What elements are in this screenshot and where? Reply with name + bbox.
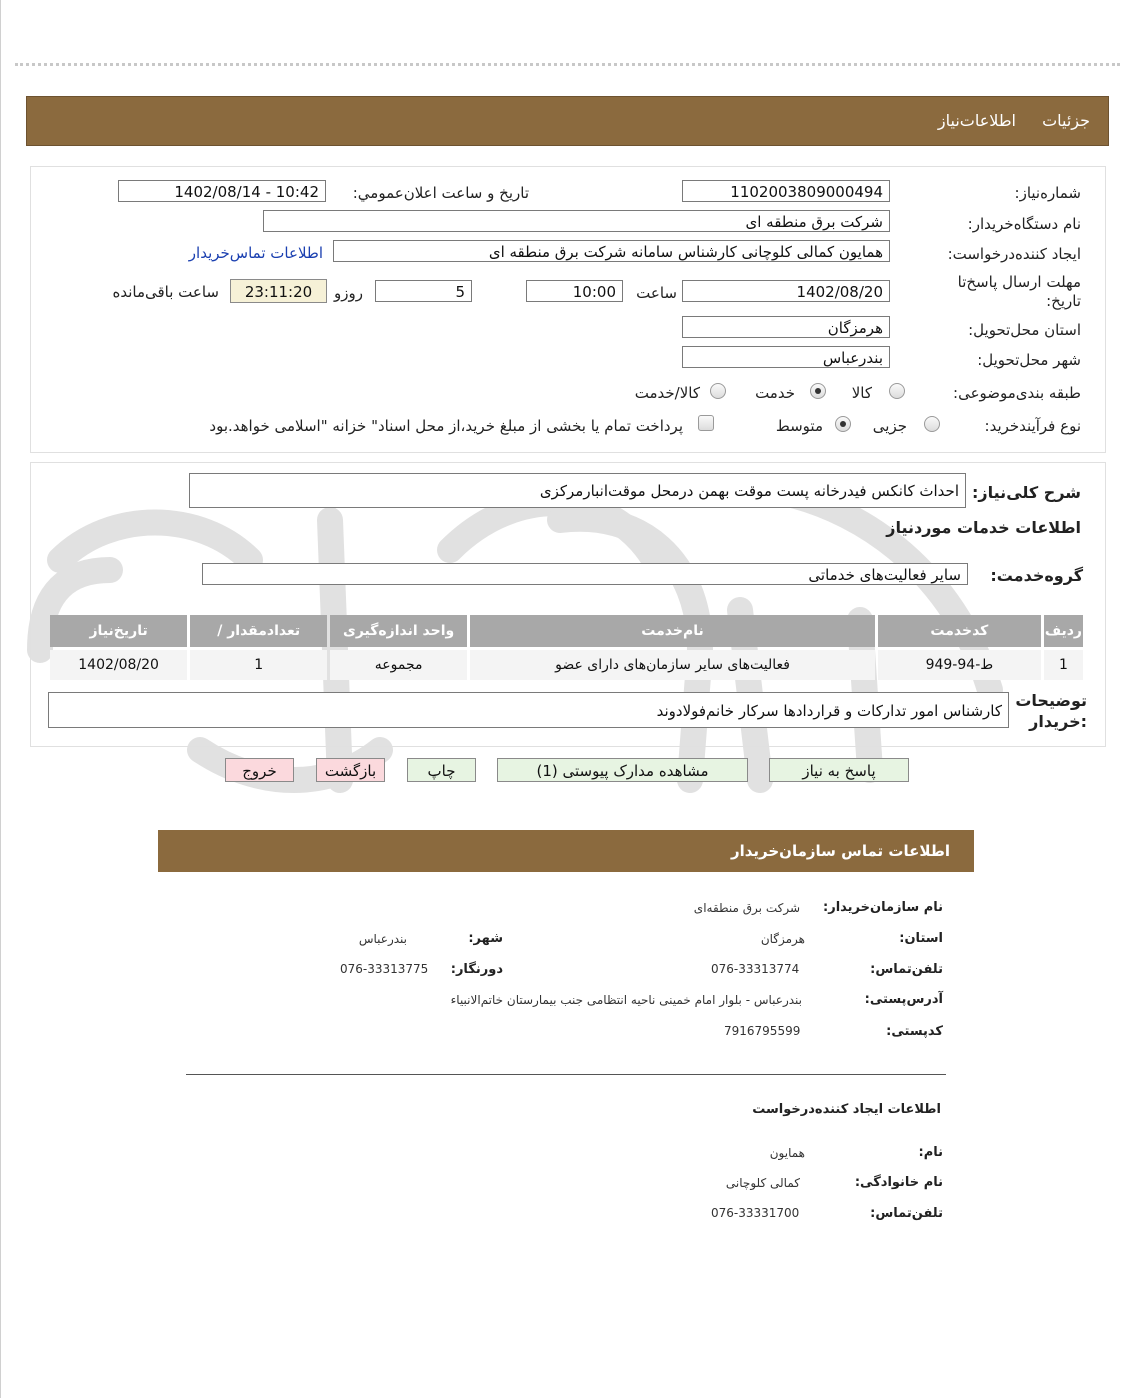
col-unit-header: واحد اندازه‌گیری bbox=[330, 615, 467, 647]
services-section-title: اطلاعات خدمات موردنیاز bbox=[886, 518, 1081, 537]
contact-fax-label: دورنگار: bbox=[450, 962, 503, 977]
need-summary-field: احداث کانکس فیدرخانه پست موقت بهمن درمحل موقت‌انبارمرکزی bbox=[189, 473, 966, 508]
col-row-header: ردیف bbox=[1044, 615, 1083, 647]
process-minor-radio[interactable] bbox=[924, 416, 940, 432]
contact-divider bbox=[186, 1074, 946, 1075]
col-name-header: نام‌خدمت bbox=[470, 615, 875, 647]
contact-phone-label: تلفن‌تماس: bbox=[870, 962, 943, 977]
col-date-header: تاریخ‌نیاز bbox=[50, 615, 187, 647]
announce-datetime-field: 1402/08/14 - 10:42 bbox=[118, 180, 326, 202]
contact-address-label: آدرس‌پستی: bbox=[864, 992, 943, 1007]
process-label: نوع فرآیند‌خرید: bbox=[984, 417, 1081, 435]
cell-service-name: فعالیت‌های سایر سازمان‌های دارای عضو bbox=[470, 650, 875, 680]
contact-city-label: شهر: bbox=[468, 931, 503, 946]
treasury-note: پرداخت تمام یا بخشی از مبلغ خرید،از محل اسناد" خزانه "اسلامی خواهد‌.بود bbox=[209, 417, 683, 435]
days-label: روزو bbox=[334, 284, 363, 302]
cell-unit: مجموعه bbox=[330, 650, 467, 680]
back-button[interactable]: بازگشت bbox=[316, 758, 385, 782]
tab-details[interactable]: جزئیات bbox=[1042, 111, 1090, 130]
contact-postal-label: کدپستی: bbox=[886, 1024, 943, 1039]
creator-phone-label: تلفن‌تماس: bbox=[870, 1206, 943, 1221]
province-field: هرمزگان bbox=[682, 316, 890, 338]
announce-datetime-label: تاریخ و ساعت اعلان‌عمومي: bbox=[352, 184, 529, 202]
creator-field: همایون کمالی کلوچانی کارشناس سامانه شرکت برق منطقه ای bbox=[333, 240, 890, 262]
creator-name-label: نام: bbox=[918, 1145, 943, 1160]
deadline-hour-label: ساعت bbox=[636, 284, 677, 302]
city-label: شهر محل‌تحویل: bbox=[977, 351, 1081, 369]
contact-address-value: بندرعباس - بلوار امام خمینی ناحیه انتظامی جنب بیمارستان خاتم‌الانبیاء bbox=[450, 993, 802, 1007]
contact-province-value: هرمزگان bbox=[760, 932, 805, 946]
category-goods-service-radio[interactable] bbox=[710, 383, 726, 399]
contact-org-value: شرکت برق منطقه‌ای bbox=[693, 901, 800, 915]
buyer-notes-label: توضیحات bbox=[1015, 691, 1087, 710]
creator-family-value: کمالی کلوچانی bbox=[725, 1176, 800, 1190]
deadline-time-field: 10:00 bbox=[526, 280, 623, 302]
buyer-notes-field: کارشناس امور تدارکات و قراردادها سرکار خانم‌فولادوند bbox=[48, 692, 1009, 728]
tab-need-info[interactable]: اطلاعات‌نیاز bbox=[937, 111, 1016, 130]
contact-province-label: استان: bbox=[899, 931, 943, 946]
category-goods-service-label: کالا/خدمت bbox=[634, 384, 700, 402]
page-header-bar bbox=[26, 96, 1109, 146]
need-number-field: 1102003809000494 bbox=[682, 180, 890, 202]
contact-section-title: اطلاعات تماس سازمان‌خریدار bbox=[730, 842, 950, 860]
need-summary-label: شرح کلی‌نیاز: bbox=[972, 483, 1081, 502]
category-label: طبقه بندی‌موضوعی: bbox=[953, 384, 1081, 402]
creator-family-label: نام خانوادگی: bbox=[854, 1175, 943, 1190]
remaining-time-label: ساعت باقی‌مانده bbox=[112, 283, 219, 301]
buyer-notes-label-2: :خریدار bbox=[1029, 712, 1087, 731]
process-medium-radio[interactable] bbox=[835, 416, 851, 432]
cell-need-date: 1402/08/20 bbox=[50, 650, 187, 680]
deadline-label: مهلت ارسال پاسخ‌تا bbox=[957, 273, 1081, 291]
creator-info-title: اطلاعات ایجاد کننده‌درخواست bbox=[752, 1102, 941, 1117]
top-dotted-divider bbox=[15, 63, 1120, 66]
service-group-field: سایر فعالیت‌های خدماتی bbox=[202, 563, 968, 585]
process-medium-label: متوسط bbox=[775, 417, 823, 435]
contact-org-label: نام سازمان‌خریدار: bbox=[823, 900, 943, 915]
table-row bbox=[50, 650, 1083, 680]
category-service-radio[interactable] bbox=[810, 383, 826, 399]
contact-city-value: بندرعباس bbox=[358, 932, 407, 946]
service-group-label: گروه‌خدمت: bbox=[990, 566, 1083, 585]
reply-button[interactable]: پاسخ به نیاز bbox=[769, 758, 909, 782]
city-field: بندرعباس bbox=[682, 346, 890, 368]
buyer-org-field: شرکت برق منطقه ای bbox=[263, 210, 890, 232]
creator-phone-value: 076-33331700 bbox=[711, 1206, 800, 1220]
services-table bbox=[47, 612, 1086, 683]
col-code-header: کدخدمت bbox=[878, 615, 1041, 647]
treasury-checkbox[interactable] bbox=[698, 415, 714, 431]
cell-quantity: 1 bbox=[190, 650, 327, 680]
contact-fax-value: 076-33313775 bbox=[340, 962, 429, 976]
buyer-org-label: نام دستگاه‌خریدار: bbox=[967, 215, 1081, 233]
need-number-label: شماره‌نیاز: bbox=[1014, 184, 1081, 202]
creator-name-value: همایون bbox=[769, 1146, 805, 1160]
buyer-contact-link[interactable]: اطلاعات تماس‌خریدار bbox=[188, 244, 323, 262]
cell-service-code: ط-94-949 bbox=[878, 650, 1041, 680]
province-label: استان محل‌تحویل: bbox=[968, 321, 1081, 339]
remaining-time-field: 23:11:20 bbox=[230, 279, 327, 303]
col-quantity-header: تعداد‌مقدار / bbox=[190, 615, 327, 647]
days-field: 5 bbox=[375, 280, 472, 302]
category-service-label: خدمت bbox=[755, 384, 795, 402]
cell-row-number: 1 bbox=[1044, 650, 1083, 680]
contact-section-header bbox=[158, 830, 974, 872]
deadline-date-field: 1402/08/20 bbox=[682, 280, 890, 302]
exit-button[interactable]: خروج bbox=[225, 758, 294, 782]
contact-postal-value: 7916795599 bbox=[724, 1024, 801, 1038]
category-goods-label: کالا bbox=[851, 384, 872, 402]
category-goods-radio[interactable] bbox=[889, 383, 905, 399]
contact-phone-value: 076-33313774 bbox=[711, 962, 800, 976]
process-minor-label: جزیی bbox=[872, 417, 907, 435]
creator-label: ایجاد کننده‌درخواست: bbox=[947, 245, 1081, 263]
view-attachments-button[interactable]: مشاهده مدارک پیوستی (1) bbox=[497, 758, 748, 782]
services-table-header-row bbox=[50, 615, 1083, 647]
print-button[interactable]: چاپ bbox=[407, 758, 476, 782]
deadline-label-2: تاریخ: bbox=[1046, 292, 1081, 310]
